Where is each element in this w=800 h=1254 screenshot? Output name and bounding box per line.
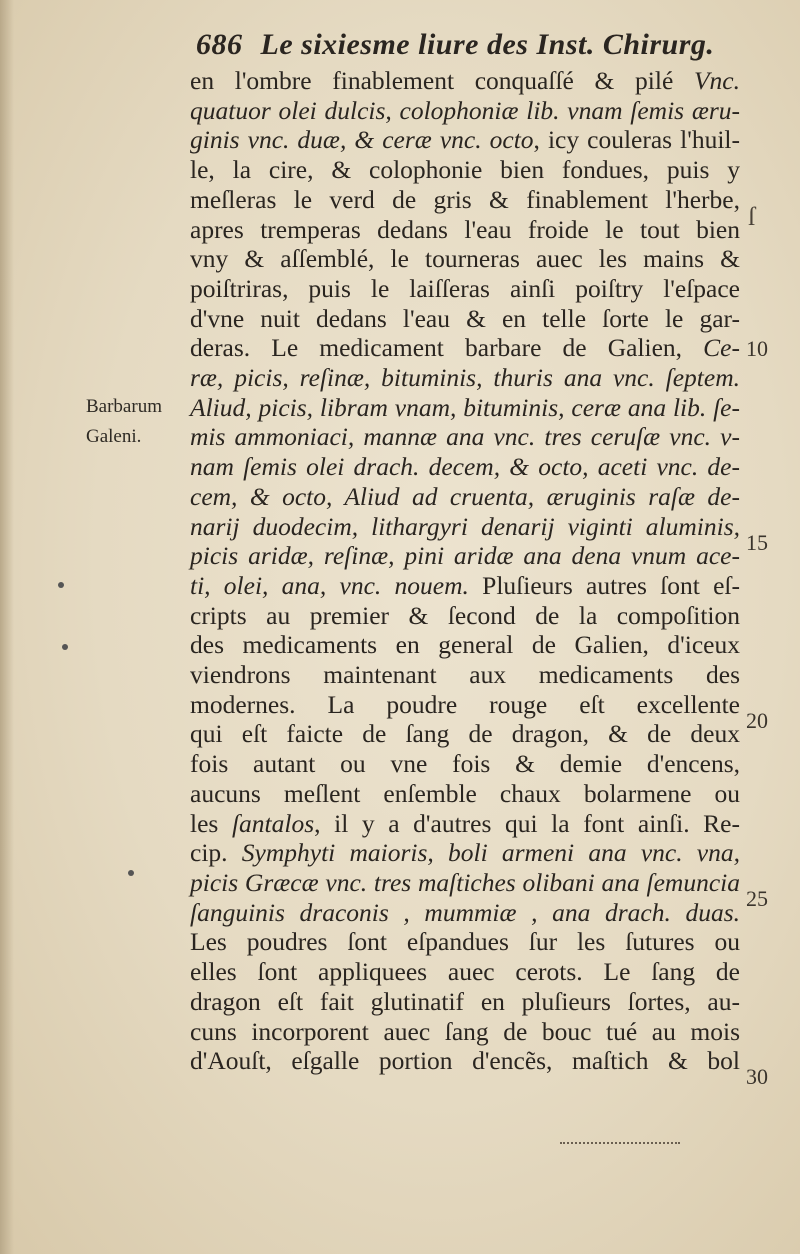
text-line bbox=[190, 601, 740, 631]
text-line bbox=[190, 541, 740, 571]
latin-text: quatuor olei dulcis, colophoniæ lib. vnam ſemis æru- bbox=[190, 95, 740, 125]
french-text: , il y a d'autres qui la font ainſi. Re- bbox=[314, 808, 740, 838]
french-text: aucuns meſlent enſemble chaux bolarmene ou bbox=[190, 778, 740, 808]
french-text: Pluſieurs autres ſont eſ- bbox=[468, 570, 740, 600]
latin-text: nam ſemis olei drach. decem, & octo, aceti vnc. de- bbox=[190, 452, 740, 482]
text-line bbox=[190, 512, 740, 542]
line-number: 20 bbox=[746, 708, 768, 733]
text-line bbox=[190, 1046, 740, 1076]
text-line bbox=[190, 868, 740, 898]
ink-speck bbox=[128, 870, 134, 876]
french-text: viendrons maintenant aux medicaments des bbox=[190, 660, 740, 690]
french-text: fois autant ou vne fois & demie d'encens, bbox=[190, 749, 740, 779]
latin-text: ginis vnc. duæ, & ceræ vnc. octo bbox=[190, 125, 534, 155]
text-line bbox=[190, 274, 740, 304]
text-line bbox=[190, 927, 740, 957]
latin-text: mis ammoniaci, mannæ ana vnc. tres ceruſæ vnc. v- bbox=[190, 422, 740, 452]
french-text: meſleras le verd de gris & finablement l'herbe, bbox=[190, 184, 740, 214]
text-line bbox=[190, 304, 740, 334]
text-line bbox=[190, 898, 740, 928]
body-text bbox=[190, 66, 740, 1076]
french-text: , icy couleras l'huil- bbox=[533, 125, 740, 155]
ink-speck bbox=[62, 644, 68, 650]
latin-text: Ce- bbox=[703, 333, 740, 363]
french-text: dragon eſt fait glutinatif en pluſieurs ſortes, au- bbox=[190, 986, 740, 1016]
text-line bbox=[190, 244, 740, 274]
french-text: elles ſont appliquees auec cerots. Le ſang de bbox=[190, 957, 740, 987]
french-text: en l'ombre finablement conquaſſé & pilé bbox=[190, 66, 694, 95]
text-line bbox=[190, 185, 740, 215]
text-line bbox=[190, 393, 740, 423]
text-line bbox=[190, 838, 740, 868]
text-line bbox=[190, 125, 740, 155]
french-text: des medicaments en general de Galien, d'iceux bbox=[190, 630, 740, 660]
text-line bbox=[190, 660, 740, 690]
french-text: le, la cire, & colophonie bien fondues, puis y bbox=[190, 155, 740, 185]
french-text: modernes. La poudre rouge eſt excellente bbox=[190, 689, 740, 719]
french-text: d'Aouſt, eſgalle portion d'encẽs, maſtich & bol bbox=[190, 1046, 740, 1076]
french-text: cuns incorporent auec ſang de bouc tué au mois bbox=[190, 1016, 740, 1046]
french-text: vny & aſſemblé, le tourneras auec les mains & bbox=[190, 244, 740, 274]
latin-text: Aliud, picis, libram vnam, bituminis, ceræ ana lib. ſe- bbox=[190, 392, 740, 422]
text-line bbox=[190, 452, 740, 482]
line-number: 15 bbox=[746, 530, 768, 555]
folio-number: 686 bbox=[196, 28, 243, 61]
line-number: 10 bbox=[746, 336, 768, 361]
french-text: qui eſt faicte de ſang de dragon, & de deux bbox=[190, 719, 740, 749]
latin-text: picis Græcæ vnc. tres maſtiches olibani ana ſemuncia bbox=[190, 867, 740, 897]
text-line bbox=[190, 749, 740, 779]
text-line bbox=[190, 422, 740, 452]
french-text: les bbox=[190, 808, 232, 838]
marginal-mark: ſ bbox=[748, 202, 756, 231]
latin-text: ſanguinis draconis , mummiæ , ana drach. duas. bbox=[190, 897, 740, 927]
margin-note-line: Barbarum bbox=[86, 396, 162, 417]
french-text: apres tremperas dedans l'eau froide le tout bien bbox=[190, 214, 740, 244]
french-text: cripts au premier & ſecond de la compoſition bbox=[190, 600, 740, 630]
text-line bbox=[190, 987, 740, 1017]
latin-text: ti, olei, ana, vnc. nouem. bbox=[190, 570, 469, 600]
latin-text: picis aridæ, reſinæ, pini aridæ ana dena vnum ace- bbox=[190, 541, 740, 571]
text-line bbox=[190, 333, 740, 363]
text-line bbox=[190, 690, 740, 720]
text-line bbox=[190, 155, 740, 185]
text-line bbox=[190, 66, 740, 96]
french-text: poiſtriras, puis le laiſſeras ainſi poiſtry l'eſpace bbox=[190, 273, 740, 303]
text-line bbox=[190, 719, 740, 749]
latin-text: narij duodecim, lithargyri denarij viginti aluminis, bbox=[190, 511, 740, 541]
text-line bbox=[190, 215, 740, 245]
text-line bbox=[190, 482, 740, 512]
running-title: Le sixiesme liure des Inst. Chirurg. bbox=[260, 28, 715, 61]
french-text: cip. bbox=[190, 838, 242, 868]
margin-note bbox=[86, 392, 162, 451]
text-line bbox=[190, 957, 740, 987]
page-header bbox=[196, 28, 714, 62]
text-line bbox=[190, 363, 740, 393]
ink-underline bbox=[560, 1140, 680, 1144]
line-number: 30 bbox=[746, 1064, 768, 1089]
line-number: 25 bbox=[746, 886, 768, 911]
text-line bbox=[190, 571, 740, 601]
french-text: Les poudres ſont eſpandues ſur les ſutures ou bbox=[190, 927, 740, 957]
text-line bbox=[190, 96, 740, 126]
latin-text: cem, & octo, Aliud ad cruenta, æruginis raſæ de- bbox=[190, 481, 740, 511]
gutter-shadow bbox=[0, 0, 14, 1254]
french-text: d'vne nuit dedans l'eau & en telle ſorte le gar- bbox=[190, 303, 740, 333]
text-line bbox=[190, 630, 740, 660]
text-line bbox=[190, 779, 740, 809]
french-text: deras. Le medicament barbare de Galien, bbox=[190, 333, 704, 363]
latin-text: Vnc. bbox=[693, 66, 740, 95]
latin-text: Symphyti maioris, boli armeni ana vnc. vna, bbox=[241, 838, 740, 868]
latin-text: ræ, picis, reſinæ, bituminis, thuris ana vnc. ſeptem. bbox=[190, 363, 740, 393]
text-line bbox=[190, 1017, 740, 1047]
ink-speck bbox=[58, 582, 64, 588]
text-line bbox=[190, 809, 740, 839]
margin-note-line: Galeni. bbox=[86, 425, 142, 447]
latin-text: ſantalos bbox=[231, 808, 315, 838]
